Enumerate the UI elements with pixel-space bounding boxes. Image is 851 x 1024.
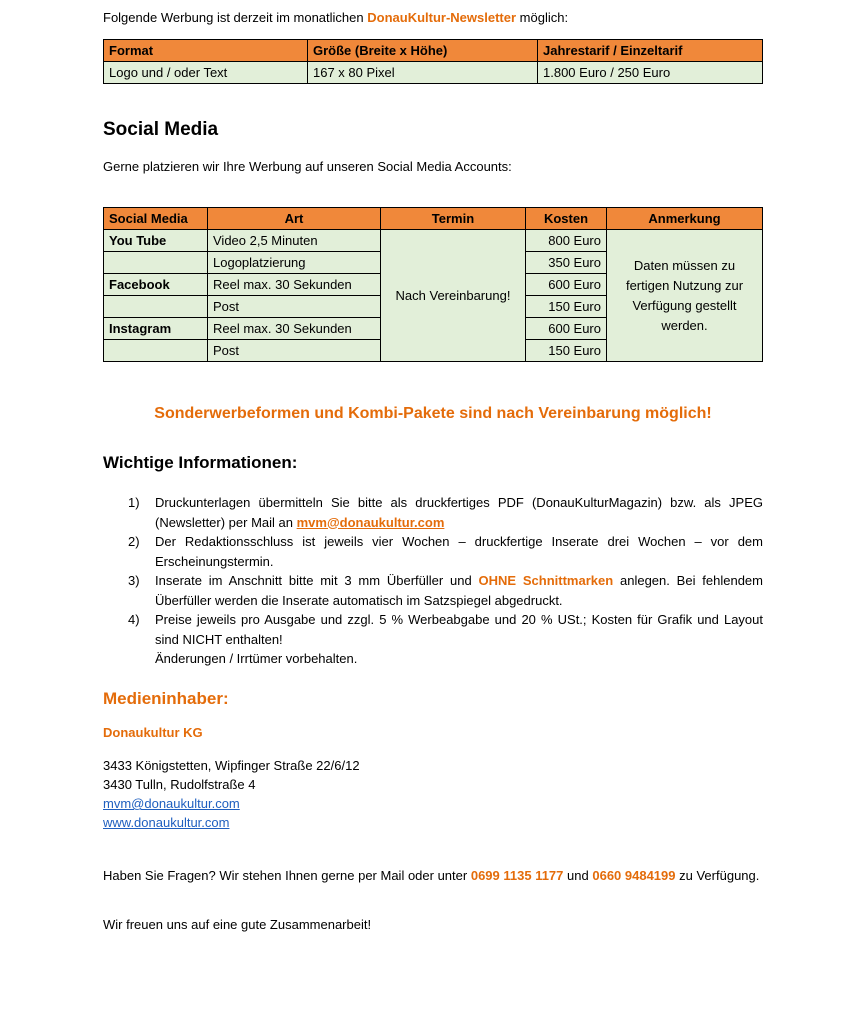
list-text: anlegen. Bei fehlendem Überfüller werden die Inserate automatisch im Satzspiegel abgedruckt. — [155, 573, 763, 608]
cell-platform — [104, 340, 208, 362]
newsletter-name: DonauKultur-Newsletter — [367, 10, 517, 25]
cell-format: Logo und / oder Text — [104, 62, 308, 84]
header-anmerkung: Anmerkung — [607, 208, 763, 230]
phone-1: 0699 1135 1177 — [470, 868, 564, 883]
header-art: Art — [208, 208, 381, 230]
newsletter-intro — [103, 8, 763, 27]
newsletter-intro-end: möglich: — [519, 10, 569, 25]
cell-art: Post — [208, 340, 381, 362]
owner-address-block — [103, 756, 360, 832]
contact-post: zu Verfügung. — [679, 868, 760, 883]
cell-anmerkung: Daten müssen zu fertigen Nutzung zur Verfügung gestellt werden. — [607, 230, 763, 362]
contact-text — [103, 866, 763, 885]
list-number: 4) — [128, 612, 140, 627]
cell-price: 1.800 Euro / 250 Euro — [538, 62, 763, 84]
special-notice: Sonderwerbeformen und Kombi-Pakete sind nach Vereinbarung möglich! — [154, 405, 712, 422]
list-highlight: OHNE Schnittmarken — [478, 573, 614, 588]
owner-title: Medieninhaber: — [103, 689, 229, 708]
list-number: 3) — [128, 573, 140, 588]
cell-art: Post — [208, 296, 381, 318]
cell-kosten: 800 Euro — [526, 230, 607, 252]
cell-termin: Nach Vereinbarung! — [381, 230, 526, 362]
cell-platform: You Tube — [104, 230, 208, 252]
cell-platform — [104, 296, 208, 318]
info-list — [103, 493, 763, 669]
list-number: 1) — [128, 495, 140, 510]
cell-kosten: 600 Euro — [526, 274, 607, 296]
cell-art: Reel max. 30 Sekunden — [208, 274, 381, 296]
list-item — [103, 493, 763, 532]
header-kosten: Kosten — [526, 208, 607, 230]
list-number: 2) — [128, 534, 140, 549]
newsletter-intro-text: Folgende Werbung ist derzeit im monatlichen — [103, 10, 364, 25]
phone-2: 0660 9484199 — [592, 868, 676, 883]
header-price: Jahrestarif / Einzeltarif — [538, 40, 763, 62]
header-termin: Termin — [381, 208, 526, 230]
list-text: Inserate im Anschnitt bitte mit 3 mm Überfüller und — [155, 573, 472, 588]
owner-address-1: 3433 Königstetten, Wipfinger Straße 22/6/12 — [103, 758, 360, 773]
cell-kosten: 150 Euro — [526, 296, 607, 318]
social-table — [103, 207, 763, 362]
cell-kosten: 150 Euro — [526, 340, 607, 362]
cell-kosten: 600 Euro — [526, 318, 607, 340]
header-format: Format — [104, 40, 308, 62]
contact-pre: Haben Sie Fragen? Wir stehen Ihnen gerne per Mail oder unter — [103, 868, 468, 883]
cell-platform — [104, 252, 208, 274]
list-text: Änderungen / Irrtümer vorbehalten. — [155, 651, 358, 666]
contact-mid: und — [567, 868, 589, 883]
cell-kosten: 350 Euro — [526, 252, 607, 274]
cell-size: 167 x 80 Pixel — [308, 62, 538, 84]
owner-company: Donaukultur KG — [103, 725, 203, 740]
newsletter-table — [103, 39, 763, 84]
cell-art: Logoplatzierung — [208, 252, 381, 274]
list-text: Preise jeweils pro Ausgabe und zzgl. 5 % Werbeabgabe und 20 % USt.; Kosten für Grafik und Layout sind NICHT enthalten! — [155, 612, 763, 647]
cell-art: Video 2,5 Minuten — [208, 230, 381, 252]
social-title: Social Media — [103, 119, 219, 140]
info-title: Wichtige Informationen: — [103, 453, 298, 472]
list-text: Druckunterlagen übermitteln Sie bitte als druckfertiges PDF (DonauKulturMagazin) bzw. als JPEG (Newsletter) per Mail an — [155, 495, 763, 530]
cell-platform: Instagram — [104, 318, 208, 340]
cell-art: Reel max. 30 Sekunden — [208, 318, 381, 340]
owner-website-link[interactable]: www.donaukultur.com — [103, 815, 230, 830]
list-item — [103, 610, 763, 669]
list-item — [103, 571, 763, 610]
table-row — [104, 230, 763, 252]
social-intro: Gerne platzieren wir Ihre Werbung auf unseren Social Media Accounts: — [103, 159, 512, 174]
table-row — [104, 62, 763, 84]
list-item — [103, 532, 763, 571]
email-link[interactable]: mvm@donaukultur.com — [296, 514, 445, 530]
cell-platform: Facebook — [104, 274, 208, 296]
header-size: Größe (Breite x Höhe) — [308, 40, 538, 62]
list-text: Der Redaktionsschluss ist jeweils vier Wochen – druckfertige Inserate drei Wochen – vor dem Erscheinungstermin. — [155, 534, 763, 569]
owner-address-2: 3430 Tulln, Rudolfstraße 4 — [103, 777, 256, 792]
header-platform: Social Media — [104, 208, 208, 230]
owner-email-link[interactable]: mvm@donaukultur.com — [103, 796, 240, 811]
closing-text: Wir freuen uns auf eine gute Zusammenarbeit! — [103, 917, 372, 932]
